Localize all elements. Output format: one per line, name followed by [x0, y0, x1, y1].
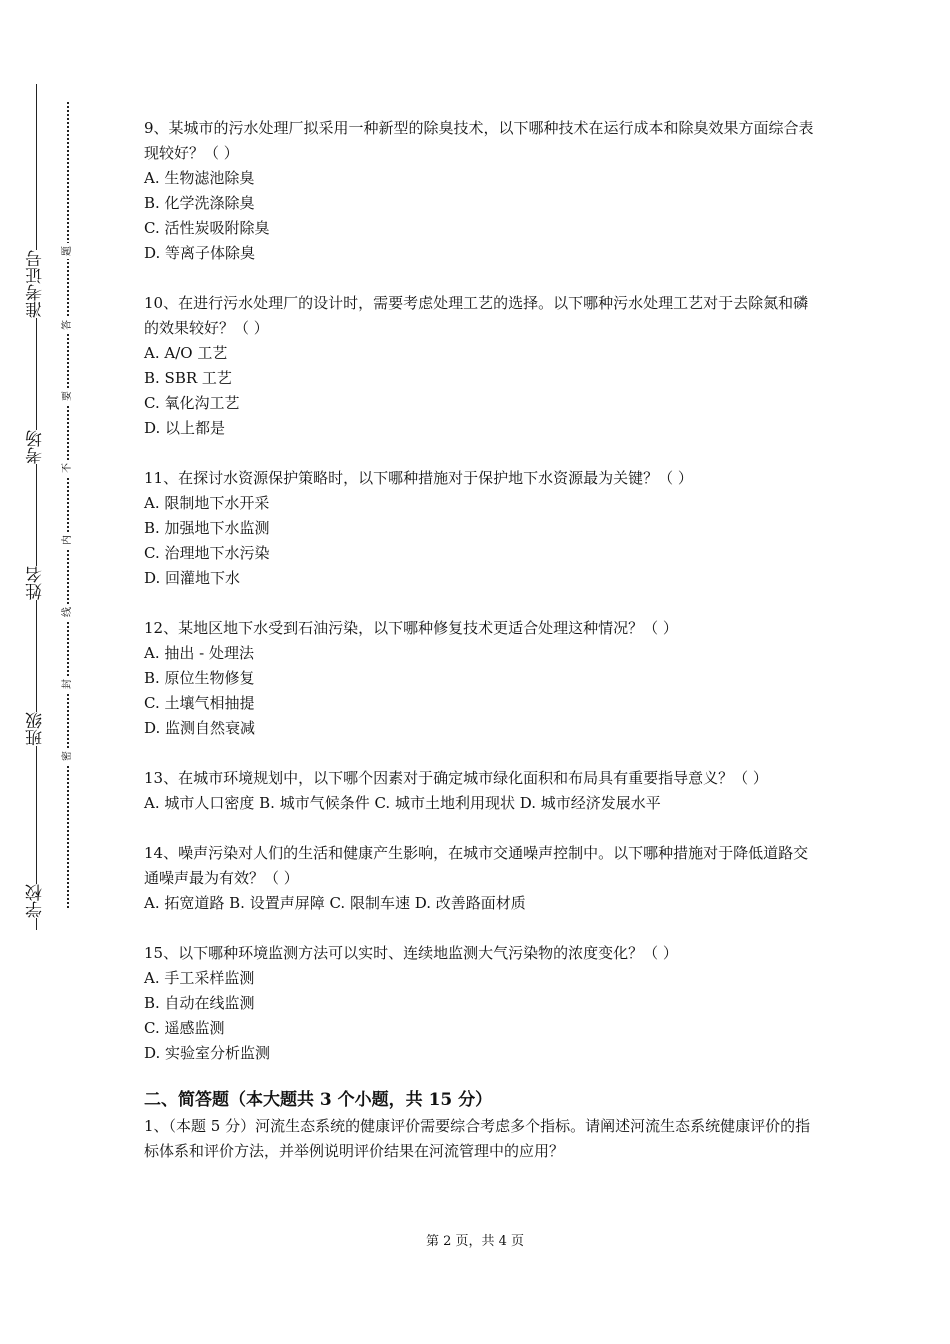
option-c: C. 治理地下水污染 [144, 544, 270, 562]
class-label: 班级 [22, 712, 50, 746]
question-stem: 9、某城市的污水处理厂拟采用一种新型的除臭技术，以下哪种技术在运行成本和除臭效果方面综合表现较好？（ ） [144, 119, 814, 162]
page-number: 第 2 页，共 4 页 [425, 1234, 525, 1249]
question-11 [144, 466, 814, 591]
exam-content [144, 116, 814, 1164]
option-b: B. 加强地下水监测 [144, 519, 270, 537]
option-c: C. 活性炭吸附除臭 [144, 219, 270, 237]
option-b: B. SBR 工艺 [144, 369, 232, 387]
option-c: C. 土壤气相抽提 [144, 694, 255, 712]
seal-char: 不 [60, 460, 76, 476]
seal-char: 答 [60, 317, 76, 333]
option-a: A. A/O 工艺 [144, 344, 228, 362]
exam-room-label: 考场 [22, 430, 50, 464]
short-answer-question-1: 1、（本题 5 分）河流生态系统的健康评价需要综合考虑多个指标。请阐述河流生态系统健康评价的指标体系和评价方法，并举例说明评价结果在河流管理中的应用？ [144, 1117, 811, 1160]
seal-char: 线 [60, 604, 76, 620]
question-14 [144, 841, 814, 916]
question-stem: 10、在进行污水处理厂的设计时，需要考虑处理工艺的选择。以下哪种污水处理工艺对于去除氮和磷的效果较好？（ ） [144, 294, 809, 337]
seal-char: 要 [60, 388, 76, 404]
question-stem: 13、在城市环境规划中，以下哪个因素对于确定城市绿化面积和布局具有重要指导意义？（ ） [144, 769, 768, 787]
section-short-answer [144, 1086, 814, 1164]
seal-char: 密 [60, 748, 76, 764]
option-a: A. 生物滤池除臭 [144, 169, 255, 187]
question-13 [144, 766, 814, 816]
school-label: 学校 [22, 884, 50, 918]
seal-char: 内 [60, 532, 76, 548]
option-b: B. 自动在线监测 [144, 994, 255, 1012]
binding-line [36, 84, 37, 930]
option-b: B. 原位生物修复 [144, 669, 255, 687]
binding-margin [0, 0, 110, 1344]
option-a: A. 限制地下水开采 [144, 494, 270, 512]
option-d: D. 回灌地下水 [144, 569, 241, 587]
option-b: B. 化学洗涤除臭 [144, 194, 255, 212]
seal-dotted-line [67, 102, 69, 908]
option-a: A. 抽出 - 处理法 [144, 644, 254, 662]
seal-char: 题 [60, 243, 76, 259]
question-10 [144, 291, 814, 441]
option-d: D. 监测自然衰减 [144, 719, 256, 737]
question-12 [144, 616, 814, 741]
option-a: A. 手工采样监测 [144, 969, 255, 987]
name-label: 姓名 [22, 566, 50, 600]
section-title: 二、简答题（本大题共 3 个小题，共 15 分） [144, 1090, 493, 1110]
option-d: D. 以上都是 [144, 419, 226, 437]
question-stem: 12、某地区地下水受到石油污染，以下哪种修复技术更适合处理这种情况？（ ） [144, 619, 678, 637]
question-9 [144, 116, 814, 266]
question-stem: 11、在探讨水资源保护策略时，以下哪种措施对于保护地下水资源最为关键？（ ） [144, 469, 693, 487]
option-c: C. 氧化沟工艺 [144, 394, 240, 412]
exam-id-label: 准考证号 [22, 250, 50, 318]
question-stem: 14、噪声污染对人们的生活和健康产生影响，在城市交通噪声控制中。以下哪种措施对于降低道路交通噪声最为有效？（ ） [144, 844, 809, 887]
question-15 [144, 941, 814, 1066]
options-line: A. 拓宽道路 B. 设置声屏障 C. 限制车速 D. 改善路面材质 [144, 894, 526, 912]
option-d: D. 等离子体除臭 [144, 244, 256, 262]
options-line: A. 城市人口密度 B. 城市气候条件 C. 城市土地利用现状 D. 城市经济发展水平 [144, 794, 661, 812]
option-d: D. 实验室分析监测 [144, 1044, 271, 1062]
option-c: C. 遥感监测 [144, 1019, 225, 1037]
question-stem: 15、以下哪种环境监测方法可以实时、连续地监测大气污染物的浓度变化？（ ） [144, 944, 678, 962]
seal-char: 封 [60, 676, 76, 692]
